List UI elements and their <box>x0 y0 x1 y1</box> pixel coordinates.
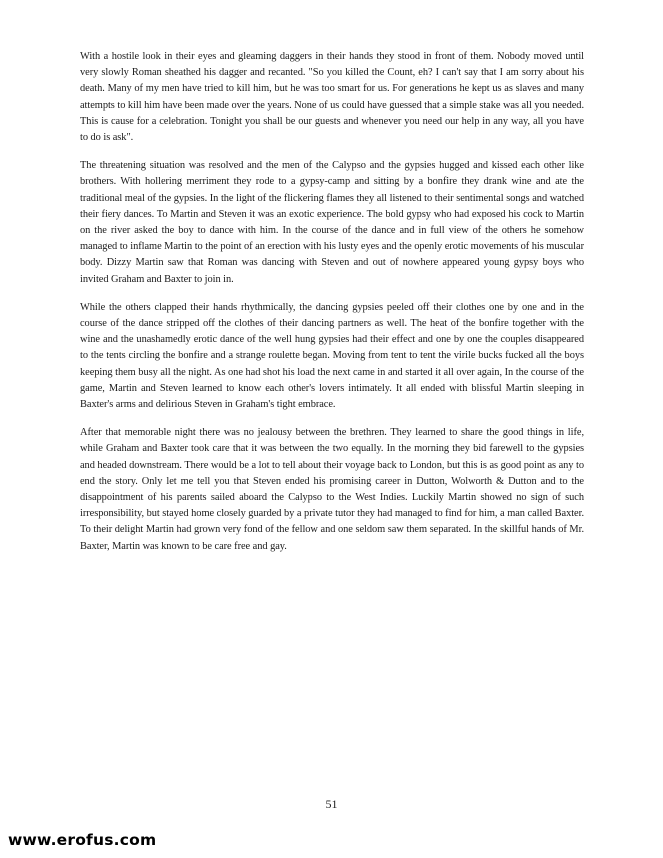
paragraph-3: While the others clapped their hands rhythmically, the dancing gypsies peeled off their clothes one by one and in the course of the dance stripped off the clothes of their dancing partners as well. The heat of the bonfire together with the wine and the unashamedly erotic dance of the well hung gypsies had their effect and one by one the couples disappeared to the tents circling the bonfire and a strange roulette began. Moving from tent to tent the virile bucks fucked all the boys keeping them busy all the night. As one had shot his load the next came in and started it all over again, In the course of the game, Martin and Steven learned to know each other's lovers intimately. It all ended with blissful Martin sleeping in Baxter's arms and delirious Steven in Graham's tight embrace. <box>80 301 584 411</box>
body-text <box>80 49 584 567</box>
page-number: 51 <box>325 797 338 811</box>
paragraph-2: The threatening situation was resolved and the men of the Calypso and the gypsies hugged and kissed each other like brothers. With hollering merriment they rode to a gypsy-camp and sitting by a bonfire they drank wine and ate the traditional meal of the gypsies. In the light of the flickering flames they all listened to their sentimental songs and watched their fiery dances. To Martin and Steven it was an exotic experience. The bold gypsy who had exposed his cock to Martin on the river asked the boy to dance with him. In the course of the dance and in full view of the others he somehow managed to inflame Martin to the point of an erection with his lusty eyes and the openly erotic movements of his muscular body. Dizzy Martin saw that Roman was dancing with Steven and out of nowhere appeared young gypsy boys who invited Graham and Baxter to join in. <box>80 160 584 285</box>
watermark-link[interactable]: www.erofus.com <box>2 828 162 852</box>
paragraph-4: After that memorable night there was no jealousy between the brethren. They learned to share the good things in life, while Graham and Baxter took care that it was between the two equally. In the morning they bid farewell to the gypsies and headed downstream. There would be a lot to tell about their voyage back to London, but this is as good point as any to end the story. Only let me tell you that Steven ended his promising career in Dutton, Wolworth & Dutton and to the disappointment of his parents sailed aboard the Calypso to the West Indies. Luckily Martin showed no sign of such irresponsibility, but stayed home closely guarded by a private tutor they had managed to find for him, a man called Baxter. To their delight Martin had grown very fond of the fellow and one seldom saw them separated. In the skillful hands of Mr. Baxter, Martin was known to be care free and gay. <box>80 427 584 552</box>
paragraph-1: With a hostile look in their eyes and gleaming daggers in their hands they stood in front of them. Nobody moved until very slowly Roman sheathed his dagger and recanted. "So you killed the Count, eh? I can't say that I am sorry about his death. Many of my men have tried to kill him, but he was too smart for us. For generations he kept us as slaves and many attempts to kill him have been made over the years. None of us could have guessed that a simple stake was all you needed. This is cause for a celebration. Tonight you shall be our guests and whenever you need our help in any way, all you have to do is ask". <box>80 51 584 144</box>
